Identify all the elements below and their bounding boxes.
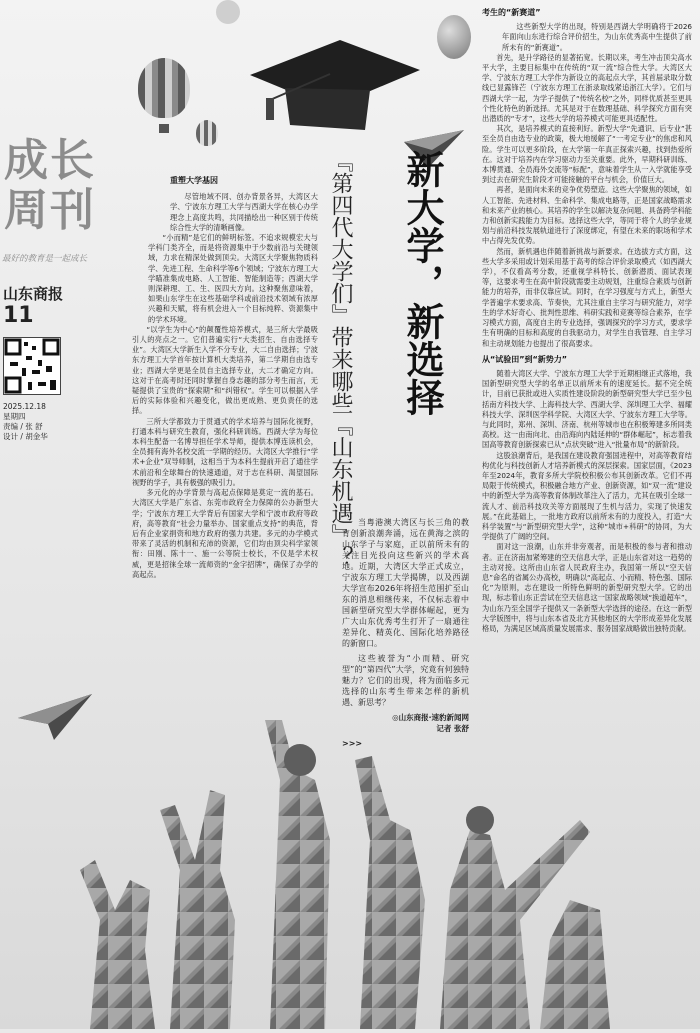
- body-paragraph: 这些新型大学的出现，特别是西湖大学明确将于2026年面向山东进行综合评价招生，为山东优秀高中生提供了前所未有的“新赛道”。: [502, 22, 692, 52]
- body-paragraph: 然而，新机遇也伴随着新挑战与新要求。在选拔方式方面，这些大学多采用或计划采用基于高考的综合评价录取模式（如西湖大学），不仅看高考分数，还重视学科特长、创新潜质、面试表现等，这要求考生在高中阶段就需要主动规划，注重综合素质与创新能力的培养，而非仅靠应试。同时，在学习强度与方式上，新型大学普遍学术要求高、节奏快，尤其注重自主学习与研究能力，对学生的学术好奇心、批判性思维、科研实践和竞赛等综合素养，在学习模式方面，高度自主的专业选择，强调探究的学习方式，要求学生有明确的目标和高度的自我驱动力，对学生自我管理、自主学习和主动规划能力也提出了很高要求。: [482, 246, 692, 348]
- lead-paragraph-2: 这些被誉为“小而精、研究型”的“第四代”大学，究竟有何独特魅力？它们的出现，将为面临多元选择的山东考生带来怎样的新机遇、新思考？: [342, 654, 469, 707]
- body-paragraph: 三所大学都致力于贯通式的学术培养与国际化视野，打通本科与研究生教育，强化科研训练。西湖大学为每位本科生配备一名博导担任学术导师，提供本博连读机会，全员拥有海外名校交流一学期的经历。大湾区大学推行“学术+企业”双导师制，这相当于为本科生提前开启了通往学术前沿和全球舞台的快速通道，对于志在科研、渴望国际视野的学子，具有极强的吸引力。: [132, 416, 318, 487]
- issue-meta: [3, 402, 63, 442]
- masthead-title-line1: 成长: [4, 135, 96, 186]
- balloon-icon: [437, 15, 471, 59]
- body-paragraph: 这股浪潮背后，是我国在建设教育强国进程中，对高等教育结构优化与科技创新人才培养新模式的深层探索。国家层面，《2023年至2024年，教育多所大学院校积极公布其创新改革。它们不再局限于传统模式，积极融合地方产业、创新资源，如“双一流”建设中的新型大学为高等教育体制改革注入了活力，尤其在吸引全球一流人才、前沿科技攻关等方面展现了生机与活力，实现了快速发展。”在此基础上，一批地方政府以前所未有的力度投入，打造“大科学装置”与“新型研究型大学”，这种“城市+科研”的协同，为大学提供了广阔的空间。: [482, 450, 692, 542]
- crowd-silhouette-illustration: [60, 720, 620, 1029]
- body-paragraph: 多元化的办学背景与高起点保障是莫定一流的基石。大湾区大学是广东省、东莞市政府全力保障的公办新型大学；宁波东方理工大学背后有国家大学和宁波市政府等政府，高等教育“社会力量举办、国家重点支持”的典范，背后有企业家捐资和地方政府的强力共建。多元的办学模式带来了灵活的机制和充沛的资源，它们均由顶尖科学家领衔：田刚、陈十一、施一公等院士校长，不仅是学术权威，更是招徕全球一流师资的“金字招牌”，确保了办学的高起点。: [132, 488, 318, 579]
- hot-air-balloon-small-icon: [196, 120, 218, 146]
- body-paragraph: “以学生为中心”的颠覆性培养模式，是三所大学最吸引人的亮点之一。它们普遍实行“大类招生、自由选择专业”。大湾区大学新生入学不分专业，大二自由选择；宁波东方理工大学首年按计算机大类培养，第二学期自由选专业；西湖大学更是全员自主选择专业，大二才确定方向。这对于在高考时还同时掌握自身志趣的部分考生而言，无疑提供了宝贵的“探索期”和“纠错权”。学生可以根据入学后的实际体验和兴趣变化，做出更成熟、更负责任的选择。: [132, 324, 318, 416]
- designer-credit: 设计 / 胡金华: [3, 432, 48, 441]
- issue-weekday: 星期四: [3, 412, 26, 421]
- page-number: 11: [3, 303, 34, 328]
- body-paragraph: 随着大湾区大学、宁波东方理工大学于近期相继正式落地，我国新型研究型大学的名单正以前所未有的速度延长。据不完全统计，目前已获批或进入实质性建设阶段的新型研究型大学已至少包括南方科技大学、上海科技大学、西湖大学、深圳理工大学、福耀科技大学、深圳医学科学院、大湾区大学、宁波东方理工大学等。与此同时，郑州、深圳、济南、杭州等城市也在积极筹建多所同类高校。这一由南向北、由沿海向内陆延伸的“群体崛起”，标志着我国高等教育创新探索已从“点状突破”进入“批量布局”的新阶段。: [482, 368, 692, 450]
- paper-name: 山东商报: [3, 285, 64, 303]
- body-paragraph: 再者，是面向未来的竞争优势塑造。这些大学聚焦的领域，如人工智能、先进材料、生命科学、集成电路等，正是国家战略需求和未来产业的核心。其培养的学生以解决复杂问题、具备跨学科能力和创新实践能力为目标。选择这些大学，等同于将个人的学业规划与前沿科技发展轨道进行了深度绑定，有望在未来的职场和学术中占得先发优势。: [482, 185, 692, 246]
- balloon-basket-icon: [159, 124, 169, 133]
- hot-air-balloon-icon: [138, 58, 190, 118]
- body-paragraph: 尽管地域不同、创办背景各异，大湾区大学、宁波东方理工大学与西湖大学在核心办学理念上高度共鸣，共同描绘出一种区别于传统综合性大学的清晰画像。: [170, 192, 318, 232]
- section-heading: 重塑大学基因: [170, 176, 218, 185]
- lead-paragraph: 当粤港澳大湾区与长三角的教育创新浪潮奔涌，远在黄海之滨的山东学子与家庭，正以前所未有的关注目光投向这些新兴的学术高地。近期，大湾区大学正式成立，宁波东方理工大学揭牌，以及西湖大学宣布2026年将招生范围扩至山东的消息相继传来，不仅标志着中国新型研究型大学群体崛起，更为广大山东优秀考生打开了一扇通往差异化、精英化、国际化培养路径的新窗口。: [342, 518, 469, 648]
- masthead-slogan: 最好的教育是一起成长: [2, 254, 88, 264]
- reporter-credit: 记者 张舒: [436, 724, 469, 733]
- body-paragraph: “小而精”是它们的鲜明标签。不追求规模宏大与学科门类齐全，而是将资源集中于少数前沿与关键领域，力求在精深处做到顶尖。大湾区大学聚焦物质科学、先进工程、生命科学等6个领域；宁波东方理工大学瞄准集成电路、人工智能、智能制造等；西湖大学则深耕理、工、生、医四大方向。这种聚焦意味着，如果山东学生在这些基础学科或前沿技术领域有浓厚兴趣和天赋，将有机会进入一个目标纯粹、资源集中的学术环境。: [148, 233, 318, 324]
- graduation-cap-icon: [230, 30, 430, 140]
- body-paragraph: 其次，是培养模式的直接利好。新型大学“先通识、后专业”甚至全员自由选专业的政策，极大地缓解了“一考定专业”的焦虑和风险。学生可以更多阶段，在大学第一年真正探索兴趣，找到热爱所在。这对于培养内在学习驱动力至关重要。此外，早期科研训练、本博贯通、全员海外交流等“标配”，意味着学生从一入学就能享受到过去在研究生阶段才可能接触的平台与机会，价值巨大。: [482, 124, 692, 185]
- masthead-title-line2: 周刊: [4, 185, 96, 236]
- section-heading: 考生的“新赛道”: [482, 8, 541, 17]
- headline: 新大学，新选择: [400, 150, 444, 416]
- editor-credit: 责编 / 张 舒: [3, 422, 43, 431]
- body-paragraph: 首先，是升学路径的显著拓宽。长期以来，考生冲击顶尖高水平大学，主要目标集中在传统的“双一流”综合性大学。大湾区大学、宁波东方理工大学作为新设立的高起点大学，其首届录取分数线已显露锋芒（宁波东方理工在浙录取线紧追浙江大学）。它们与西湖大学一起，为学子提供了“传统名校”之外，同样优质甚至更具个性化特色的新选择。尤其是对于在数理基础、科学探究方面有突出潜质的“专才”，这些大学的培养模式可能更具适配性。: [482, 52, 692, 124]
- qr-code-icon: [3, 337, 61, 395]
- issue-date: 2025.12.18: [3, 402, 46, 411]
- source-credit: ◎山东商报·速豹新闻网: [392, 713, 469, 722]
- continue-mark: >>>: [342, 739, 363, 748]
- left-column: [118, 176, 318, 580]
- right-column: [482, 8, 692, 634]
- section-heading: 从“试验田”到“新势力”: [482, 354, 568, 364]
- masthead-title: [4, 136, 116, 236]
- circle-decoration: [216, 0, 240, 24]
- lead-section: [342, 517, 469, 749]
- subheadline: 『第四代大学们』带来哪些『山东机遇』？: [328, 150, 353, 568]
- body-paragraph: 面对这一浪潮，山东并非旁观者，而是积极的参与者和推动者。正在济南加紧筹建的空天信息大学，正是山东省对这一趋势的主动对接。这所由山东省人民政府主办，我国第一所以“空天信息”命名的省属公办高校，明确以“高起点、小而精、特色强、国际化”为原则，志在建设一所特色鲜明的新型研究型大学。它的出现，标志着山东正尝试在空天信息这一国家战略领域“换道超车”，为山东乃至全国学子提供又一条新型大学选择的途径。在这一新型大学版图中，将与山东本省及北方其他地区的大学形成差异化发展格局，为满足区域高质量发展需求、服务国家战略做出独特贡献。: [482, 542, 692, 633]
